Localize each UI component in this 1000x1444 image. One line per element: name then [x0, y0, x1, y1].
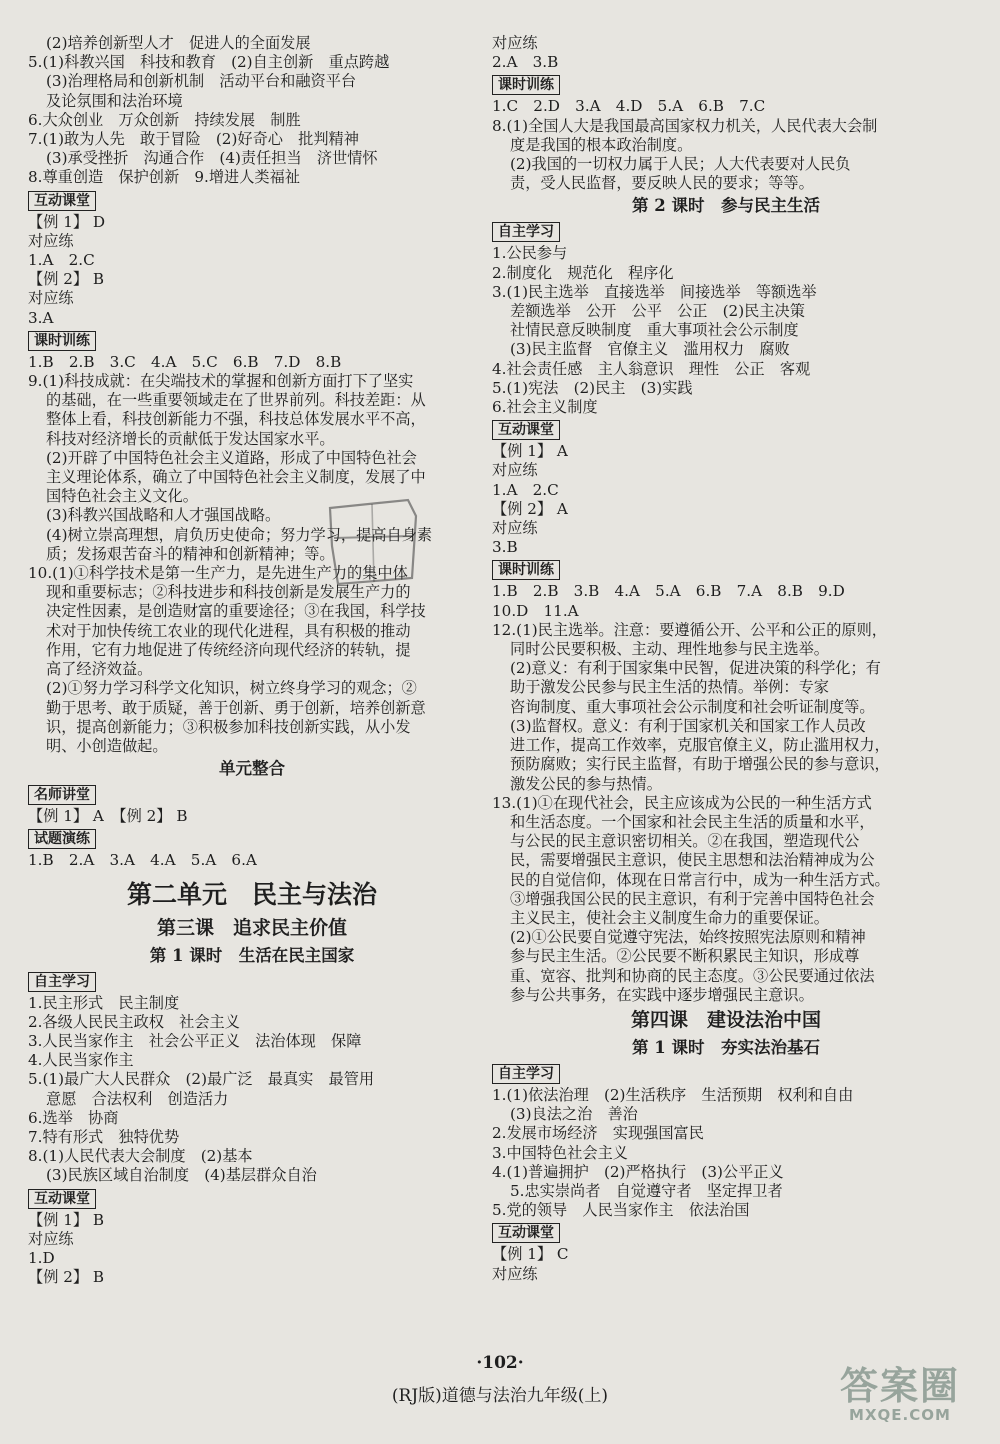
section-label: 自主学习: [492, 1064, 560, 1084]
section-label: 名师讲堂: [28, 785, 96, 805]
answer-line: 6.选举 协商: [28, 1108, 119, 1127]
answer-line: (3)良法之治 善治: [510, 1105, 638, 1124]
right-column: [492, 34, 960, 1284]
answer-line: 和生活态度。一个国家和社会民主生活的质量和水平，: [510, 812, 875, 831]
answer-line: 民的自觉信仰，体现在日常言行中，成为一种生活方式。: [510, 870, 890, 889]
section-header: [28, 782, 476, 807]
section-header: [492, 1061, 960, 1086]
answer-line: 识，提高创新能力；③积极参加科技创新实践，从小发: [46, 717, 411, 736]
answer-line: 1.民主形式 民主制度: [28, 993, 180, 1012]
answer-line: 【例 1】 A 【例 2】 B: [28, 807, 188, 826]
subsection-heading: 第 1 课时 生活在民主国家: [149, 945, 355, 965]
answer-line: 【例 1】 D: [28, 212, 106, 231]
answer-line: 助于激发公民参与民主生活的热情。举例：专家: [510, 678, 829, 697]
answer-line: 术对于加快传统工农业的现代化进程，具有积极的推动: [46, 621, 411, 640]
answer-line: 勤于思考、敢于质疑，善于创新、勇于创新，培养创新意: [46, 698, 426, 717]
section-header: [492, 1220, 960, 1245]
answer-line: 民，需要增强民主意识，使民主思想和法治精神成为公: [510, 851, 875, 870]
answer-line: 12.(1)民主选举。注意：要遵循公开、公平和公正的原则，: [492, 620, 887, 639]
answer-line: 作用，它有力地促进了传统经济向现代经济的转轨，提: [46, 640, 411, 659]
section-label: 互动课堂: [492, 420, 560, 440]
answer-line: 对应练: [492, 461, 538, 480]
answer-line: 高了经济效益。: [46, 660, 153, 679]
section-label: 试题演练: [28, 829, 96, 849]
answer-line: 及论氛围和法治环境: [46, 91, 183, 110]
answer-line: 6.社会主义制度: [492, 398, 598, 417]
answer-line: 5.(1)最广大人民群众 (2)最广泛 最真实 最管用: [28, 1070, 375, 1089]
answer-line: 对应练: [492, 34, 538, 52]
answer-line: 5.(1)宪法 (2)民主 (3)实践: [492, 378, 693, 397]
section-label: 课时训练: [492, 560, 560, 580]
section-label: 互动课堂: [28, 191, 96, 211]
answer-line: 责，受人民监督，要反映人民的要求；等等。: [510, 174, 814, 193]
answer-line: 度是我国的根本政治制度。: [510, 135, 693, 154]
section-header: [492, 417, 960, 442]
section-header: [28, 826, 476, 851]
answer-line: 4.社会责任感 主人翁意识 理性 公正 客观: [492, 359, 811, 378]
watermark-url: MXQE.COM: [849, 1406, 951, 1424]
answer-line: 主义民主，使社会主义制度生命力的重要保证。: [510, 908, 829, 927]
answer-line: (3)科教兴国战略和人才强国战略。: [46, 506, 281, 525]
answer-line: (2)开辟了中国特色社会主义道路，形成了中国特色社会: [46, 448, 417, 467]
answer-line: 重、宽容、批判和协商的民主态度。③公民要通过依法: [510, 966, 875, 985]
answer-line: 【例 1】 A: [492, 442, 568, 461]
answer-line: 1.C 2.D 3.A 4.D 5.A 6.B 7.C: [492, 97, 766, 116]
answer-line: 现和重要标志；②科技进步和科技创新是发展生产力的: [46, 583, 411, 602]
answer-line: 【例 1】 C: [492, 1245, 569, 1264]
answer-line: 10.(1)①科学技术是第一生产力，是先进生产力的集中体: [28, 564, 408, 583]
answer-line: 对应练: [28, 289, 74, 308]
section-header: [28, 188, 476, 213]
answer-line: 明、小创造做起。: [46, 736, 168, 755]
answer-line: 进工作，提高工作效率，克服官僚主义，防止滥用权力，: [510, 736, 890, 755]
answer-line: 3.(1)民主选举 直接选举 间接选举 等额选举: [492, 282, 817, 301]
answer-line: 【例 2】 B: [28, 1268, 105, 1287]
answer-line: (4)树立崇高理想，肩负历史使命；努力学习，提高自身素: [46, 525, 433, 544]
answer-line: 1.公民参与: [492, 244, 568, 263]
answer-line: 的基础，在一些重要领域走在了世界前列。科技差距：从: [46, 391, 426, 410]
left-column: [28, 34, 476, 1287]
answer-line: 3.人民当家作主 社会公平正义 法治体现 保障: [28, 1031, 362, 1050]
answer-line: 6.大众创业 万众创新 持续发展 制胜: [28, 110, 301, 129]
answer-line: 决定性因素，是创造财富的重要途径；③在我国，科学技: [46, 602, 426, 621]
answer-line: 同时公民要积极、主动、理性地参与民主选举。: [510, 640, 829, 659]
answer-line: 1.A 2.C: [28, 251, 95, 270]
answer-line: 5.党的领导 人民当家作主 依法治国: [492, 1201, 750, 1220]
unit-heading: 第二单元 民主与法治: [126, 879, 377, 909]
answer-line: 国特色社会主义文化。: [46, 487, 198, 506]
answer-line: 对应练: [28, 1229, 74, 1248]
answer-line: (3)治理格局和创新机制 活动平台和融资平台: [46, 72, 357, 91]
answer-line: 8.尊重创造 保护创新 9.增进人类福祉: [28, 168, 300, 187]
answer-line: 3.A: [28, 308, 54, 327]
answer-line: 预防腐败；实行民主监督，有助于增强公民的参与意识，: [510, 755, 890, 774]
answer-line: 2.制度化 规范化 程序化: [492, 263, 674, 282]
answer-line: 激发公民的参与热情。: [510, 774, 662, 793]
subsection-heading: 单元整合: [219, 759, 285, 779]
answer-line: 整体上看，科技创新能力不强，科技总体发展水平不高，: [46, 410, 426, 429]
answer-line: 9.(1)科技成就：在尖端技术的掌握和创新方面打下了坚实: [28, 372, 414, 391]
answer-line: 与公民的民主意识密切相关。②在我国，塑造现代公: [510, 832, 860, 851]
answer-line: (3)民族区域自治制度 (4)基层群众自治: [46, 1166, 317, 1185]
section-header: [28, 328, 476, 353]
section-header: [492, 219, 960, 244]
answer-line: 咨询制度、重大事项社会公示制度和社会听证制度等。: [510, 697, 875, 716]
answer-line: 对应练: [492, 519, 538, 538]
answer-line: 10.D 11.A: [492, 601, 579, 620]
answer-line: (3)监督权。意义：有利于国家机关和国家工作人员改: [510, 716, 866, 735]
answer-line: ③增强我国公民的民主意识，有利于完善中国特色社会: [510, 889, 875, 908]
lesson-heading: 第三课 追求民主价值: [156, 916, 347, 939]
answer-line: 【例 2】 A: [492, 499, 568, 518]
section-header: [492, 72, 960, 97]
answer-line: 差额选举 公开 公平 公正 (2)民主决策: [510, 302, 805, 321]
answer-line: 4.(1)普遍拥护 (2)严格执行 (3)公平正义: [492, 1162, 784, 1181]
answer-line: 1.(1)依法治理 (2)生活秩序 生活预期 权利和自由: [492, 1085, 854, 1104]
answer-line: 13.(1)①在现代社会，民主应该成为公民的一种生活方式: [492, 793, 872, 812]
answer-line: 【例 2】 B: [28, 270, 105, 289]
section-header: [28, 969, 476, 994]
lesson-heading: 第四课 建设法治中国: [630, 1008, 821, 1031]
answer-line: 8.(1)全国人大是我国最高国家权力机关，人民代表大会制: [492, 116, 878, 135]
subsection-heading: 第 1 课时 夯实法治基石: [632, 1037, 820, 1057]
pencil-doodle: [312, 486, 432, 606]
answer-line: 7.(1)敢为人先 敢于冒险 (2)好奇心 批判精神: [28, 130, 359, 149]
book-title: (RJ版)道德与法治九年级(上): [391, 1386, 609, 1406]
answer-line: 质；发扬艰苦奋斗的精神和创新精神；等。: [46, 544, 335, 563]
section-label: 互动课堂: [492, 1223, 560, 1243]
answer-line: (2)培养创新型人才 促进人的全面发展: [46, 34, 311, 52]
answer-line: 【例 1】 B: [28, 1210, 105, 1229]
section-label: 课时训练: [492, 75, 560, 95]
answer-line: 3.B: [492, 538, 518, 557]
answer-line: 科技对经济增长的贡献低于发达国家水平。: [46, 429, 335, 448]
answer-line: (3)承受挫折 沟通合作 (4)责任担当 济世情怀: [46, 149, 378, 168]
section-header: [492, 557, 960, 582]
section-label: 自主学习: [492, 222, 560, 242]
answer-line: 1.B 2.B 3.B 4.A 5.A 6.B 7.A 8.B 9.D: [492, 582, 845, 601]
answer-line: 参与民主生活。②公民要不断积累民主知识，形成尊: [510, 947, 860, 966]
answer-line: 2.各级人民民主政权 社会主义: [28, 1012, 240, 1031]
page-number: ·102·: [476, 1353, 524, 1373]
answer-line: (2)①公民要自觉遵守宪法，始终按照宪法原则和精神: [510, 928, 866, 947]
section-label: 互动课堂: [28, 1189, 96, 1209]
subsection-heading: 第 2 课时 参与民主生活: [632, 196, 820, 216]
answer-line: 5.(1)科教兴国 科技和教育 (2)自主创新 重点跨越: [28, 53, 390, 72]
answer-line: (2)我国的一切权力属于人民；人大代表要对人民负: [510, 155, 851, 174]
section-header: [28, 1186, 476, 1211]
answer-line: 2.发展市场经济 实现强国富民: [492, 1124, 704, 1143]
answer-line: 对应练: [492, 1264, 538, 1283]
answer-line: 1.B 2.B 3.C 4.A 5.C 6.B 7.D 8.B: [28, 352, 342, 371]
answer-line: 4.人民当家作主: [28, 1051, 134, 1070]
answer-line: 意愿 合法权利 创造活力: [46, 1089, 229, 1108]
answer-line: 3.中国特色社会主义: [492, 1143, 628, 1162]
answer-line: 7.特有形式 独特优势: [28, 1127, 180, 1146]
watermark-logo: [840, 1366, 960, 1424]
answer-line: (2)意义：有利于国家集中民智，促进决策的科学化；有: [510, 659, 881, 678]
answer-line: 5.忠实崇尚者 自觉遵守者 坚定捍卫者: [510, 1181, 783, 1200]
answer-line: 1.A 2.C: [492, 480, 559, 499]
answer-line: 对应练: [28, 231, 74, 250]
section-label: 课时训练: [28, 331, 96, 351]
answer-line: (2)①努力学习科学文化知识，树立终身学习的观念；②: [46, 679, 417, 698]
answer-line: 2.A 3.B: [492, 53, 559, 72]
section-label: 自主学习: [28, 972, 96, 992]
answer-line: 8.(1)人民代表大会制度 (2)基本: [28, 1147, 253, 1166]
answer-line: 参与公共事务，在实践中逐步增强民主意识。: [510, 985, 814, 1004]
answer-line: 主义理论体系，确立了中国特色社会主义制度，发展了中: [46, 468, 426, 487]
answer-line: (3)民主监督 官僚主义 滥用权力 腐败: [510, 340, 790, 359]
watermark-logo-text: 答案圈: [839, 1364, 960, 1408]
answer-line: 1.B 2.A 3.A 4.A 5.A 6.A: [28, 851, 257, 870]
answer-line: 1.D: [28, 1248, 55, 1267]
answer-line: 社情民意反映制度 重大事项社会公示制度: [510, 321, 799, 340]
